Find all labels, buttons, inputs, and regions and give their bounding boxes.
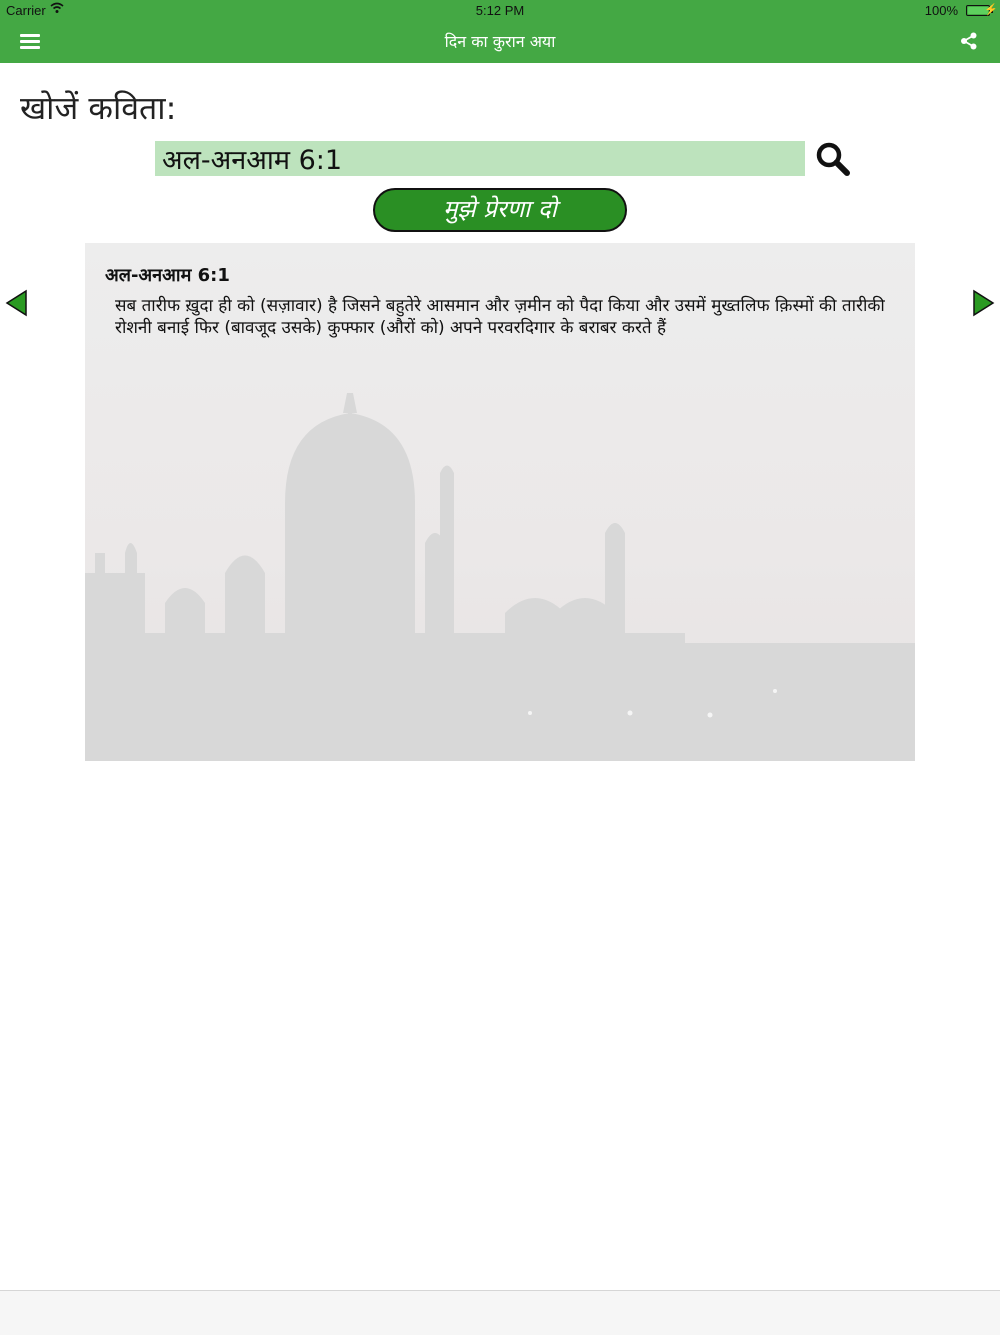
search-input[interactable] <box>155 141 805 176</box>
status-bar <box>0 0 1000 20</box>
navigation-bar <box>0 20 1000 63</box>
search-icon[interactable] <box>815 141 851 177</box>
inspire-me-button[interactable]: मुझे प्रेरणा दो <box>373 188 627 232</box>
search-label: खोजें कविता: <box>20 89 177 127</box>
verse-reference: अल-अनआम 6:1 <box>105 265 230 286</box>
verse-text: सब तारीफ ख़ुदा ही को (सज़ावार) है जिसने बहुतेरे आसमान और ज़मीन को पैदा किया और उसमें मुख्तलिफ क़िस्मों की तारीकी रोशनी बनाई फिर (बावजूद उसके) कुफ्फार (औरों को) अपने परवरदिगार के बराबर करते हैं <box>115 296 885 338</box>
carrier-label: Carrier <box>6 3 46 18</box>
page-title: दिन का कुरान अया <box>444 32 556 51</box>
verse-card <box>85 243 915 761</box>
bottom-toolbar <box>0 1290 1000 1335</box>
triangle-left-icon[interactable] <box>5 289 29 317</box>
charging-bolt-icon: ⚡ <box>984 4 998 16</box>
battery-percentage: 100% <box>924 3 958 18</box>
share-icon[interactable] <box>960 32 978 50</box>
triangle-right-icon[interactable] <box>971 289 995 317</box>
status-time: 5:12 PM <box>475 3 525 18</box>
